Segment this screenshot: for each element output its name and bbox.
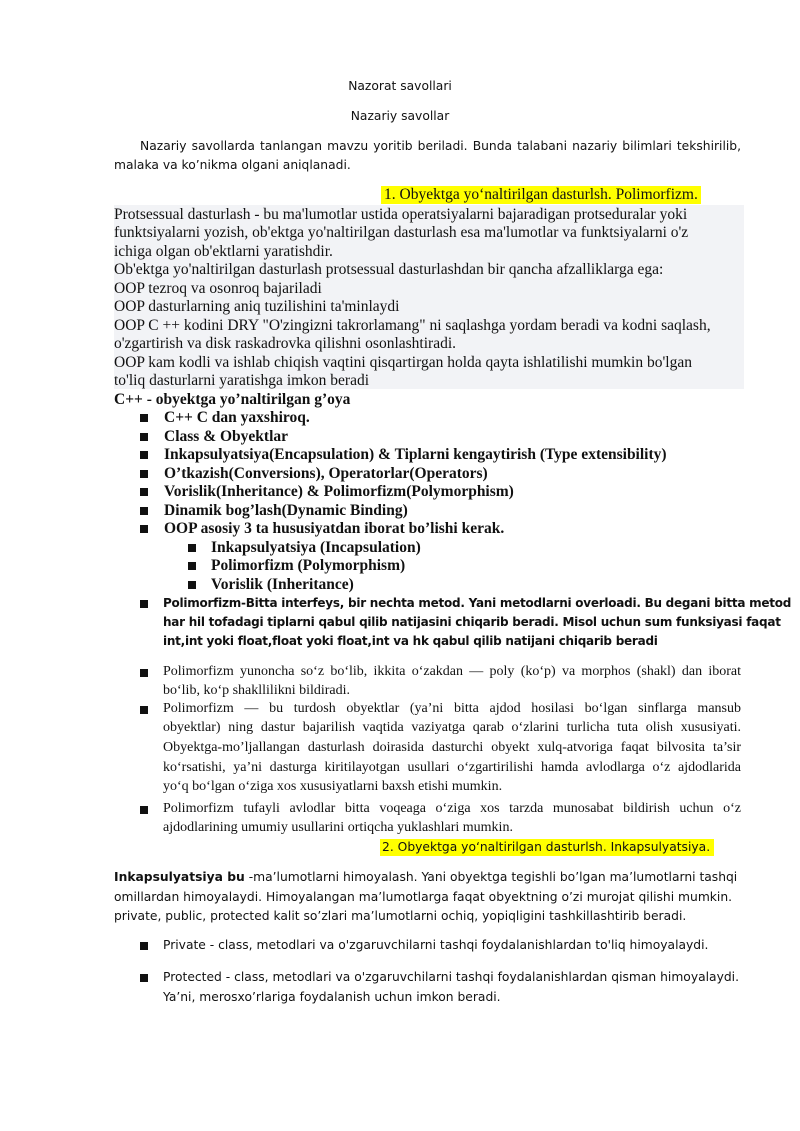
text-line: ichiga olgan ob'ektlarni yaratishdir. xyxy=(114,243,333,260)
sub-list-item: Inkapsulyatsiya (Incapsulation) xyxy=(211,539,421,556)
protected-item-line: Ya’ni, merosxo’rlariga foydalanish uchun imkon beradi. xyxy=(163,990,501,1004)
bullet-square-icon xyxy=(140,470,148,478)
bullet-square-icon xyxy=(140,433,148,441)
bullet-square-icon xyxy=(140,507,148,515)
bullet-square-icon xyxy=(140,974,148,982)
poly-item-line: Polimorfizm — bu turdosh obyektlar (ya’ni bitta ajdod hosilasi bo‘lgan sinflarga mansub xyxy=(163,701,741,716)
text-line: OOP C ++ kodini DRY "O'zingizni takrorlamang" ni saqlashga yordam beradi va kodni saqlash, xyxy=(114,317,711,334)
page-subtitle: Nazariy savollar xyxy=(350,109,450,123)
text-line: funktsiyalarni yozish, ob'ektga yo'naltirilgan dasturlash esa ma'lumotlar va funktsiyalarni o'z xyxy=(114,224,689,241)
section-1-heading: 1. Obyektga yo‘naltirilgan dasturlsh. Polimorfizm. xyxy=(381,186,701,204)
text-line: Ob'ektga yo'naltirilgan dasturlash protsessual dasturlashdan bir qancha afzalliklarga ega: xyxy=(114,261,664,278)
bullet-square-icon xyxy=(140,525,148,533)
intro-line-2: malaka va ko’nikma olgani aniqlanadi. xyxy=(114,158,351,172)
encapsulation-definition-line xyxy=(114,870,737,884)
poly-item-line: obyektlar) ning dastur bajarilish vaqtida vaziyatga qarab o‘zlarini turlicha tuta olish xususiyati. xyxy=(163,720,741,735)
list-item: Class & Obyektlar xyxy=(164,428,288,445)
encapsulation-definition-text: -ma’lumotlarni himoyalash. Yani obyektga tegishli bo’lgan ma’lumotlarni tashqi xyxy=(244,870,738,884)
list-item: Vorislik(Inheritance) & Polimorfizm(Polymorphism) xyxy=(164,483,514,500)
protected-item-line: Protected - class, metodlari va o'zgaruvchilarni tashqi foydalanishlardan qisman himoyalaydi. xyxy=(163,970,739,984)
section-2-heading: 2. Obyektga yo‘naltirilgan dasturlsh. Inkapsulyatsiya. xyxy=(380,839,714,856)
bullet-square-icon xyxy=(140,488,148,496)
text-line: Protsessual dasturlash - bu ma'lumotlar ustida operatsiyalarni bajaradigan protseduralar yoki xyxy=(114,206,688,223)
bullet-square-icon xyxy=(140,669,148,677)
poly-definition-line: int,int yoki float,float yoki float,int va hk qabul qilib natijani chiqarib beradi xyxy=(163,634,658,648)
poly-item-line: bo‘lib, ko‘p shakllilikni bildiradi. xyxy=(163,683,351,698)
bullet-square-icon xyxy=(140,451,148,459)
list-item: O’tkazish(Conversions), Operatorlar(Operators) xyxy=(164,465,488,482)
intro-line-1: Nazariy savollarda tanlangan mavzu yoritib beriladi. Bunda talabani nazariy bilimlari tekshirilib, xyxy=(140,139,741,153)
bullet-square-icon xyxy=(140,414,148,422)
text-line: OOP tezroq va osonroq bajariladi xyxy=(114,280,322,297)
list-item: C++ C dan yaxshiroq. xyxy=(164,409,310,426)
list-item: Dinamik bog’lash(Dynamic Binding) xyxy=(164,502,408,519)
poly-item-line: Obyektga-mo’ljallangan dasturlash doirasida dasturchi obyekt xulq-atvoriga faqat bilvosita ta’sir xyxy=(163,740,741,755)
sub-list-item: Polimorfizm (Polymorphism) xyxy=(211,557,406,574)
text-line: to'liq dasturlarni yaratishga imkon beradi xyxy=(114,372,370,389)
bullet-square-icon xyxy=(188,544,196,552)
poly-definition-line: har hil tofadagi tiplarni qabul qilib natijasini chiqarib beradi. Misol uchun sum funksiyasi faqat xyxy=(163,615,781,629)
text-line: o'zgartirish va disk raskadrovka qilishni osonlashtiradi. xyxy=(114,335,457,352)
bullet-square-icon xyxy=(140,942,148,950)
page-title: Nazorat savollari xyxy=(348,79,452,93)
bullet-square-icon xyxy=(188,581,196,589)
poly-item-line: Polimorfizm yunoncha so‘z bo‘lib, ikkita o‘zakdan — poly (ko‘p) va morphos (shakl) dan iborat xyxy=(163,664,741,679)
bullet-square-icon xyxy=(140,600,148,608)
encapsulation-term: Inkapsulyatsiya bu xyxy=(114,870,245,884)
poly-item-line: yo‘q bo‘lgan o‘ziga xos xususiyatlarni baxsh etishi mumkin. xyxy=(163,779,503,794)
encapsulation-definition-line: private, public, protected kalit so’zlari ma’lumotlarni ochiq, yopiqligini tashkillashtirib beradi. xyxy=(114,909,687,923)
bullet-square-icon xyxy=(188,562,196,570)
list-item: Inkapsulyatsiya(Encapsulation) & Tiplarni kengaytirish (Type extensibility) xyxy=(164,446,667,463)
cpp-heading: C++ - obyektga yo’naltirilgan g’oya xyxy=(114,391,351,408)
bullet-square-icon xyxy=(140,806,148,814)
poly-item-line: ajdodlarining umumiy usullarini ortiqcha yuklashlari mumkin. xyxy=(163,820,513,835)
list-item: OOP asosiy 3 ta hususiyatdan iborat bo’lishi kerak. xyxy=(164,520,505,537)
encapsulation-definition-line: omillardan himoyalaydi. Himoyalangan ma’lumotlarga faqat obyektning o’zi murojat qilishi mumkin. xyxy=(114,890,733,904)
poly-item-line: Polimorfizm tufayli avlodlar bitta voqeaga o‘ziga xos tarzda munosabat bildirish uchun o‘z xyxy=(163,801,741,816)
poly-definition-line: Polimorfizm-Bitta interfeys, bir nechta metod. Yani metodlarni overloadi. Bu degani bitta metod xyxy=(163,596,792,610)
text-line: OOP dasturlarning aniq tuzilishini ta'minlaydi xyxy=(114,298,400,315)
sub-list-item: Vorislik (Inheritance) xyxy=(211,576,354,593)
private-item: Private - class, metodlari va o'zgaruvchilarni tashqi foydalanishlardan to'liq himoyalaydi. xyxy=(163,938,709,952)
bullet-square-icon xyxy=(140,706,148,714)
poly-item-line: ko‘rsatishi, ya’ni dasturga kiritilayotgan usullari o‘zgartirilishi hamda avlodlarga o‘z ajdodlarida xyxy=(163,760,741,775)
text-line: OOP kam kodli va ishlab chiqish vaqtini qisqartirgan holda qayta ishlatilishi mumkin bo'lgan xyxy=(114,354,692,371)
